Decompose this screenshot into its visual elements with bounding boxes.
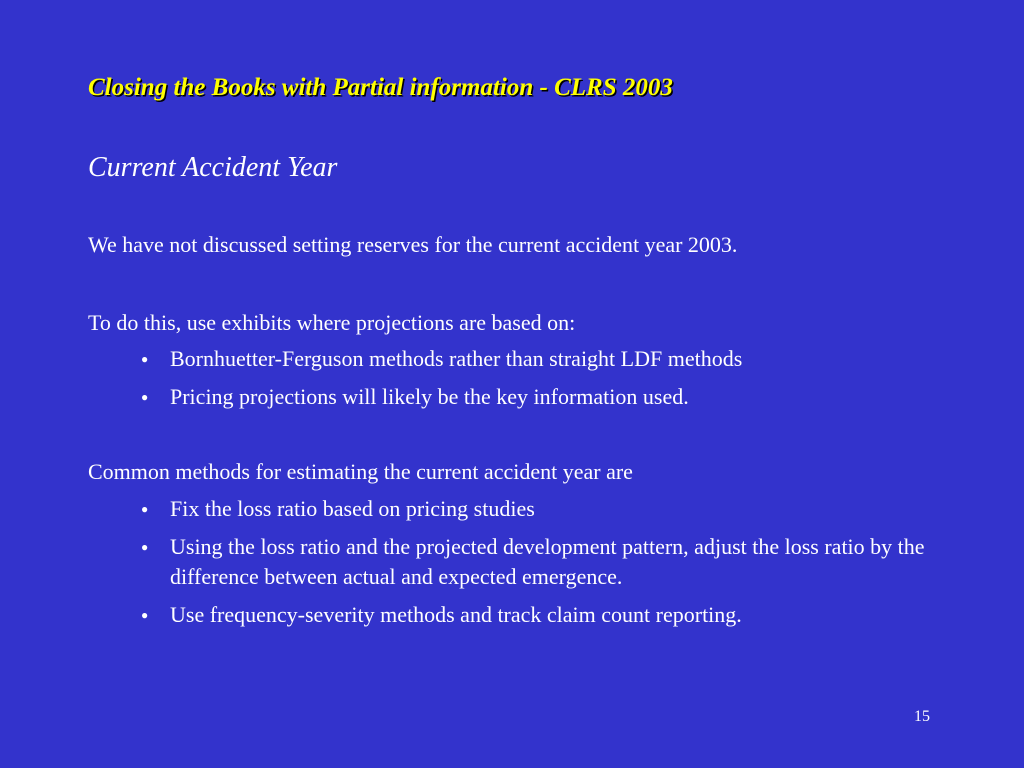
- bullet-dot-icon: ●: [141, 502, 149, 516]
- list-item: [88, 382, 948, 412]
- bullet-dot-icon: ●: [141, 540, 149, 554]
- projections-bullet-list: [88, 344, 948, 420]
- page-number: 15: [914, 708, 930, 725]
- intro-paragraph: We have not discussed setting reserves for the current accident year 2003.: [88, 232, 738, 257]
- section-subtitle: Current Accident Year: [88, 152, 338, 183]
- list-item: [88, 532, 948, 592]
- projections-paragraph: To do this, use exhibits where projections are based on:: [88, 310, 576, 335]
- methods-bullet-list: [88, 494, 948, 638]
- bullet-text: Fix the loss ratio based on pricing studies: [170, 496, 535, 521]
- slide-title: Closing the Books with Partial information - CLRS 2003: [88, 74, 673, 101]
- methods-paragraph: Common methods for estimating the current accident year are: [88, 459, 633, 484]
- bullet-text: Use frequency-severity methods and track claim count reporting.: [170, 602, 742, 627]
- list-item: [88, 600, 948, 630]
- bullet-text: Pricing projections will likely be the key information used.: [170, 384, 689, 409]
- bullet-dot-icon: ●: [141, 390, 149, 404]
- bullet-text: Bornhuetter-Ferguson methods rather than straight LDF methods: [170, 346, 743, 371]
- list-item: [88, 494, 948, 524]
- bullet-text: Using the loss ratio and the projected development pattern, adjust the loss ratio by the difference between actual and expected emergence.: [170, 534, 925, 589]
- bullet-dot-icon: ●: [141, 352, 149, 366]
- bullet-dot-icon: ●: [141, 608, 149, 622]
- list-item: [88, 344, 948, 374]
